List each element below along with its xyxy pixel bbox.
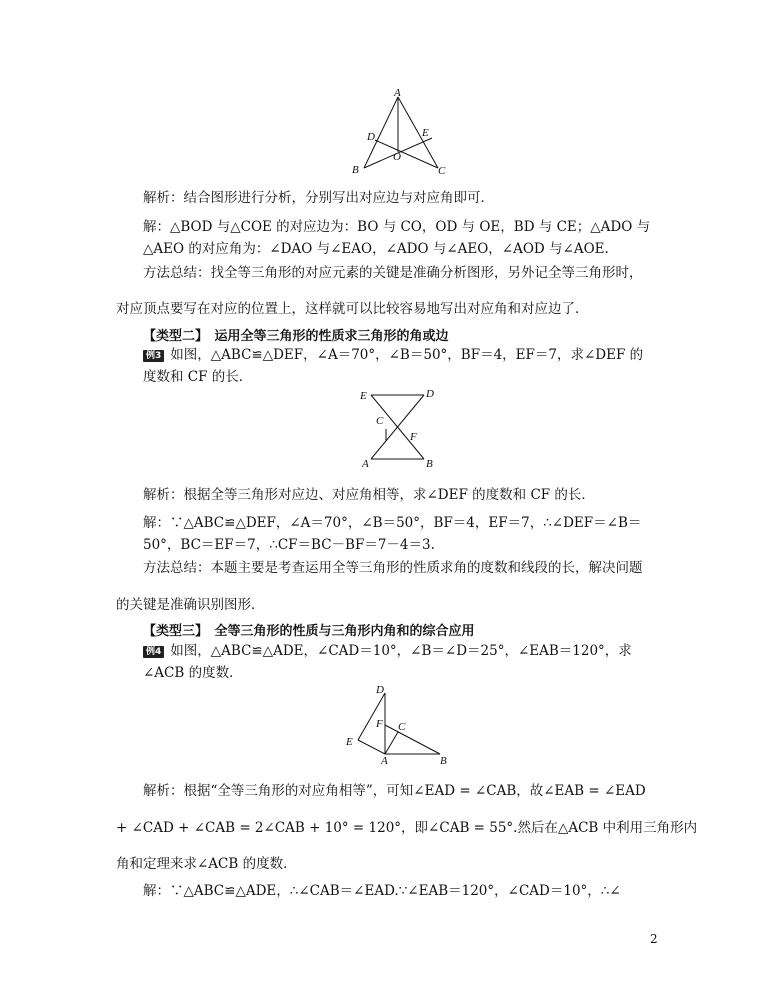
paragraph-solution-2: 解：∵△ABC≌△DEF，∠A＝70°，∠B＝50°，BF＝4，EF＝7，∴∠DEF＝∠B＝50°，BC＝EF＝7，∴CF＝BC－BF＝7－4＝3. <box>143 515 642 553</box>
example-3-body: 如图，△ABC≌△DEF，∠A＝70°，∠B＝50°，BF＝4，EF＝7，求∠DEF 的度数和 CF 的长． <box>143 347 644 385</box>
label-E: E <box>346 736 353 748</box>
paragraph-summary-2b: 的关键是准确识别图形． <box>116 597 265 613</box>
label-A: A <box>362 458 369 470</box>
figure-1-svg <box>340 86 460 182</box>
figure-2-svg <box>356 385 456 475</box>
label-B: B <box>426 458 433 470</box>
figure-triangle-1 <box>340 86 460 182</box>
paragraph-summary-1b: 对应顶点要写在对应的位置上，这样就可以比较容易地写出对应角和对应边了． <box>116 301 589 317</box>
label-C: C <box>376 415 384 427</box>
example-4-badge: 例4 <box>143 646 164 658</box>
label-D: D <box>376 684 384 696</box>
example-4-text <box>116 640 652 684</box>
label-B: B <box>440 755 447 767</box>
label-F: F <box>410 431 417 443</box>
paragraph-solution-3: 解：∵△ABC≌△ADE，∴∠CAB＝∠EAD.∵∠EAB＝120°，∠CAD＝10°，∴∠ <box>143 883 621 899</box>
label-O: O <box>393 151 401 163</box>
paragraph-solution-1: 解：△BOD 与△COE 的对应边为：BO 与 CO，OD 与 OE，BD 与 CE；△ADO 与△AEO 的对应角为：∠DAO 与∠EAO，∠ADO 与∠AEO，∠AOD 与∠AOE. <box>143 219 651 257</box>
label-E: E <box>422 127 429 139</box>
figure-3-svg <box>340 682 460 768</box>
label-D: D <box>426 388 434 400</box>
paragraph-analysis-1: 解析：结合图形进行分析，分别写出对应边与对应角即可． <box>143 190 494 206</box>
paragraph-summary-1a: 方法总结：找全等三角形的对应元素的关键是准确分析图形，另外记全等三角形时， <box>143 265 643 281</box>
example-3-badge: 例3 <box>143 350 164 362</box>
label-C: C <box>438 165 446 177</box>
figure-triangle-2 <box>356 385 456 475</box>
heading-type-3: 【类型三】 全等三角形的性质与三角形内角和的综合应用 <box>143 624 475 639</box>
label-B: B <box>352 164 359 176</box>
paragraph-analysis-3b: + ∠CAD + ∠CAB = 2∠CAB + 10° = 120°，即∠CAB = 55°.然后在△ACB 中利用三角形内 <box>116 820 698 836</box>
label-A: A <box>381 755 388 767</box>
paragraph-summary-2a: 方法总结：本题主要是考查运用全等三角形的性质求角的度数和线段的长，解决问题 <box>143 560 643 576</box>
label-A: A <box>394 87 401 99</box>
figure-triangle-3 <box>340 682 460 768</box>
paragraph-analysis-3c: 角和定理来求∠ACB 的度数． <box>116 856 297 872</box>
label-F: F <box>376 718 383 730</box>
page-number: 2 <box>650 932 658 946</box>
label-D: D <box>367 131 375 143</box>
paragraph-analysis-3a: 解析：根据“全等三角形的对应角相等”，可知∠EAD = ∠CAB，故∠EAB = ∠EAD <box>143 783 646 799</box>
label-E: E <box>360 390 367 402</box>
label-C: C <box>398 721 406 733</box>
example-4-body: 如图，△ABC≌△ADE，∠CAD＝10°，∠B＝∠D＝25°，∠EAB＝120°，求∠ACB 的度数． <box>143 643 632 681</box>
example-3-text <box>116 344 652 388</box>
paragraph-analysis-2: 解析：根据全等三角形对应边、对应角相等，求∠DEF 的度数和 CF 的长． <box>143 487 595 503</box>
heading-type-2: 【类型二】 运用全等三角形的性质求三角形的角或边 <box>143 329 449 344</box>
